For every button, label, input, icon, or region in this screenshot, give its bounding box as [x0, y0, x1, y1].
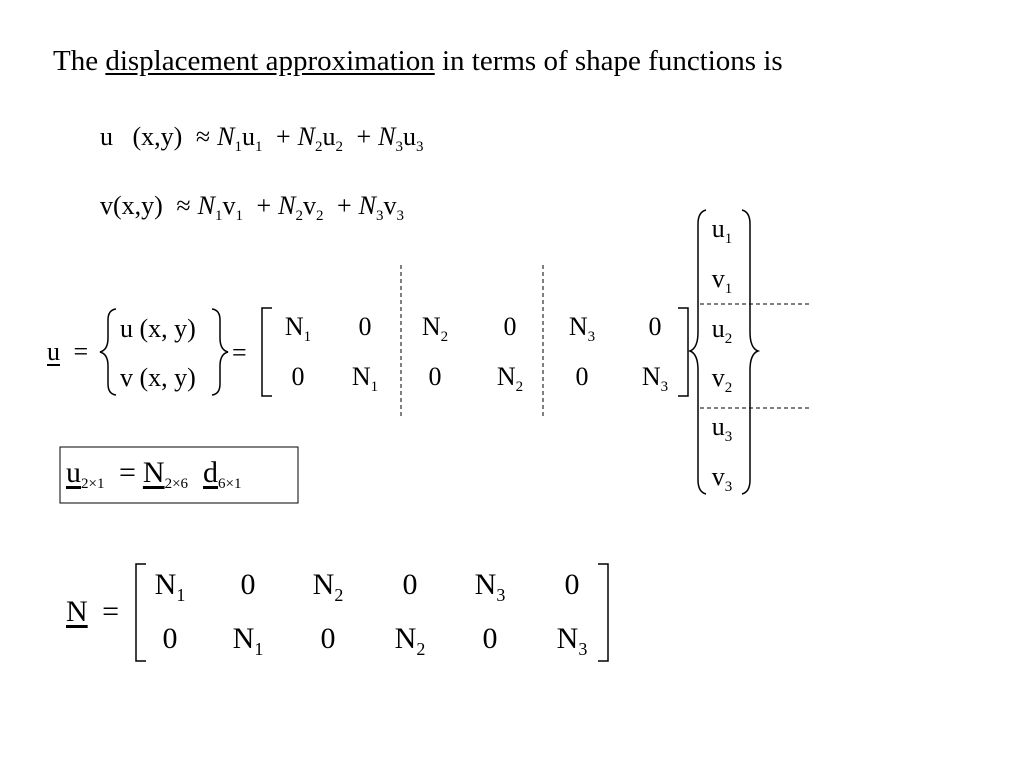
matrix1-cell-r1-c3	[422, 314, 448, 345]
d-vector-entry-5	[712, 414, 733, 445]
boxed-equals: =	[118, 456, 136, 489]
d-vector-entry-3	[712, 316, 733, 347]
eq-v-v2-sub: 2	[315, 208, 324, 224]
matrix1-cell-base: N	[351, 362, 371, 391]
matrix2-cell-sub: 1	[176, 585, 186, 605]
matrix2-cell-r2-c4	[395, 624, 426, 658]
eq-u-N3: N	[378, 122, 396, 151]
matrix1-cell-base: 0	[648, 312, 662, 341]
matrix1-cell-r2-c2	[352, 364, 378, 395]
eq-v-lhs: v(x,y)	[100, 191, 163, 220]
matrix2-cell-r1-c1	[155, 570, 186, 604]
eq-v-v1: v	[222, 191, 236, 220]
matrix1-cell-r1-c5	[569, 314, 595, 345]
eq-u-u1: u	[241, 122, 255, 151]
intro-highlight: displacement approximation	[105, 45, 435, 77]
eq-u-u3: u	[402, 122, 416, 151]
eq-u-u3-sub: 3	[415, 139, 424, 155]
vector-row-u: u (x, y)	[120, 314, 196, 343]
N-def-equals: =	[102, 595, 120, 628]
matrix2-cell-r1-c3	[313, 570, 344, 604]
matrix2-cell-sub: 2	[334, 585, 344, 605]
eq-u-N2-sub: 2	[314, 139, 323, 155]
d-vector-entry-sub: 2	[724, 380, 733, 396]
d-vector-entry-base: v	[711, 264, 725, 293]
eq-u-N1-sub: 1	[234, 139, 242, 155]
u-symbol: u	[47, 337, 60, 366]
matrix1-cell-base: 0	[575, 362, 589, 391]
u-equals: =	[73, 337, 89, 366]
d-vector-entry-sub: 3	[724, 479, 733, 495]
eq-v-N1: N	[197, 191, 215, 220]
eq-v-plus2: +	[336, 191, 352, 220]
eq-v-N2: N	[278, 191, 296, 220]
matrix2-cell-base: 0	[402, 568, 418, 601]
eq-u-u2-sub: 2	[335, 139, 343, 155]
matrix2-cell-base: N	[154, 568, 177, 601]
matrix2-cell-base: N	[474, 568, 497, 601]
eq-v-v1-sub: 1	[235, 208, 243, 224]
matrix2-cell-base: N	[232, 622, 255, 655]
matrix1-cell-base: N	[421, 312, 441, 341]
matrix1-cell-sub: 2	[440, 329, 449, 345]
boxed-u: u	[66, 456, 81, 489]
N-right-bracket	[598, 564, 608, 661]
boxed-u-sub: 2×1	[81, 476, 105, 492]
d-vector-entry-base: u	[711, 214, 725, 243]
matrix2-cell-r1-c2	[241, 570, 256, 600]
eq-v-N3-sub: 3	[375, 208, 384, 224]
matrix1-cell-r1-c1	[285, 314, 311, 345]
N-left-bracket	[136, 564, 146, 661]
matrix2-cell-r1-c6	[565, 570, 580, 600]
matrix1-cell-sub: 1	[370, 379, 379, 395]
d-vector-entry-2	[712, 266, 733, 297]
matrix1-cell-sub: 2	[515, 379, 524, 395]
matrix1-cell-sub: 1	[303, 329, 312, 345]
matrix2-cell-base: 0	[482, 622, 498, 655]
right-brace	[212, 309, 228, 395]
matrix2-cell-sub: 2	[416, 639, 426, 659]
matrix1-cell-base: N	[568, 312, 588, 341]
matrix2-cell-base: N	[312, 568, 335, 601]
eq-u-N2: N	[297, 122, 315, 151]
matrix2-cell-r2-c5	[483, 624, 498, 654]
eq-v-v3-sub: 3	[396, 208, 404, 224]
u-vector-symbol	[47, 339, 95, 365]
matrix1-cell-base: N	[496, 362, 516, 391]
boxed-equation	[66, 458, 242, 492]
d-vector-entry-sub: 1	[724, 231, 733, 247]
matrix2-cell-base: N	[394, 622, 417, 655]
eq-u-N1: N	[217, 122, 235, 151]
boxed-N-sub: 2×6	[164, 476, 189, 492]
matrix1-cell-r2-c3	[429, 364, 442, 390]
matrix1-cell-r2-c6	[642, 364, 668, 395]
eq-v-approx: ≈	[176, 191, 191, 220]
eq-u-plus2: +	[356, 122, 372, 151]
intro-prefix: The	[53, 45, 99, 77]
eq-v-v2: v	[302, 191, 316, 220]
matrix2-cell-sub: 1	[254, 639, 264, 659]
vector-row-v: v (x, y)	[120, 363, 196, 392]
matrix2-cell-r2-c2	[233, 624, 264, 658]
eq-u-args: (x,y)	[132, 122, 183, 151]
matrix2-cell-base: 0	[564, 568, 580, 601]
d-vector-entry-base: v	[711, 363, 725, 392]
matrix1-cell-r2-c4	[497, 364, 523, 395]
matrix1-cell-base: 0	[358, 312, 372, 341]
matrix2-cell-r1-c4	[403, 570, 418, 600]
matrix2-cell-base: 0	[162, 622, 178, 655]
d-vector-entry-base: u	[711, 314, 725, 343]
eq-u-N3-sub: 3	[395, 139, 403, 155]
d-vector-entry-sub: 3	[724, 429, 733, 445]
matrix2-cell-base: 0	[240, 568, 256, 601]
matrix2-cell-r2-c1	[163, 624, 178, 654]
matrix-left-bracket	[262, 308, 272, 396]
d-vector-entry-4	[712, 365, 733, 396]
boxed-d: d	[203, 456, 219, 489]
eq-v-N1-sub: 1	[214, 208, 223, 224]
d-left-brace	[690, 210, 706, 494]
matrix2-cell-sub: 3	[578, 639, 588, 659]
matrix1-cell-sub: 3	[660, 379, 669, 395]
matrix-right-bracket	[678, 308, 688, 396]
matrix1-cell-r2-c5	[576, 364, 589, 390]
eq-v-N3: N	[358, 191, 376, 220]
d-vector-entry-sub: 1	[724, 281, 733, 297]
matrix1-cell-base: 0	[503, 312, 517, 341]
matrix1-cell-r1-c4	[504, 314, 517, 340]
d-vector-entry-base: u	[711, 412, 725, 441]
boxed-d-sub: 6×1	[218, 476, 242, 492]
eq-v-N2-sub: 2	[295, 208, 303, 224]
matrix2-cell-base: 0	[320, 622, 336, 655]
matrix2-cell-base: N	[556, 622, 579, 655]
left-brace	[100, 309, 116, 395]
matrix1-cell-r1-c6	[649, 314, 662, 340]
matrix2-cell-r2-c6	[557, 624, 588, 658]
d-right-brace	[742, 210, 758, 494]
eq-u-approx: ≈	[195, 122, 211, 151]
d-vector-entry-sub: 2	[724, 331, 733, 347]
eq-v-plus1: +	[256, 191, 272, 220]
matrix1-cell-r2-c1	[292, 364, 305, 390]
matrix-equals: =	[232, 338, 247, 367]
matrix2-cell-r1-c5	[475, 570, 506, 604]
matrix1-cell-base: N	[284, 312, 304, 341]
eq-v-v3: v	[383, 191, 397, 220]
N-definition-lhs	[66, 597, 126, 627]
matrix1-cell-base: 0	[428, 362, 442, 391]
matrix1-cell-base: N	[641, 362, 661, 391]
intro-suffix: in terms of shape functions is	[441, 45, 783, 77]
matrix1-cell-r1-c2	[359, 314, 372, 340]
N-def-symbol: N	[66, 595, 88, 628]
d-vector-entry-6	[712, 464, 733, 495]
eq-u-u2: u	[322, 122, 336, 151]
matrix2-cell-r2-c3	[321, 624, 336, 654]
boxed-N: N	[142, 456, 165, 489]
matrix1-cell-sub: 3	[587, 329, 596, 345]
d-vector-entry-1	[712, 216, 733, 247]
eq-u-lhs: u	[100, 122, 113, 151]
eq-u-u1-sub: 1	[254, 139, 263, 155]
matrix2-cell-sub: 3	[496, 585, 506, 605]
matrix1-cell-base: 0	[291, 362, 305, 391]
eq-u-plus1: +	[275, 122, 291, 151]
d-vector-entry-base: v	[711, 462, 725, 491]
